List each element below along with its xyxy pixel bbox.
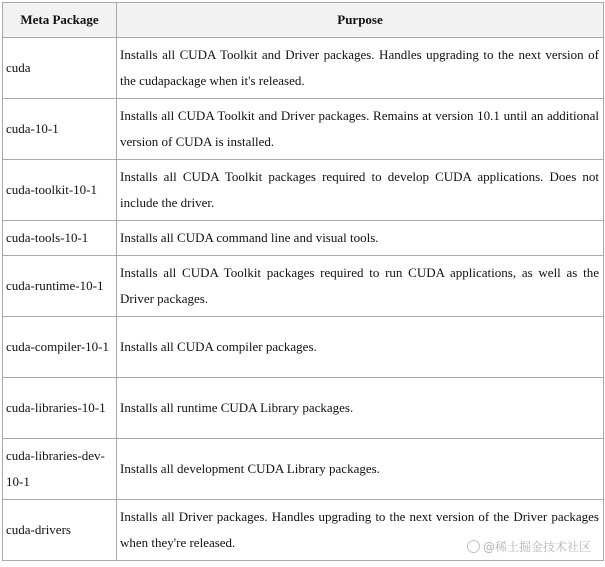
package-cell: cuda-10-1 (3, 99, 117, 160)
package-cell: cuda-libraries-dev-10-1 (3, 439, 117, 500)
table-row (3, 99, 604, 160)
watermark (467, 538, 591, 555)
table-row (3, 256, 604, 317)
table-row (3, 38, 604, 99)
purpose-cell: Installs all CUDA compiler packages. (117, 317, 604, 378)
package-cell: cuda-compiler-10-1 (3, 317, 117, 378)
package-cell: cuda (3, 38, 117, 99)
table-row (3, 317, 604, 378)
watermark-text: @稀土掘金技术社区 (482, 540, 591, 554)
purpose-cell: Installs all CUDA Toolkit and Driver packages. Remains at version 10.1 until an additional version of CUDA is installed. (117, 99, 604, 160)
purpose-cell: Installs all CUDA Toolkit packages required to develop CUDA applications. Does not include the driver. (117, 160, 604, 221)
table-header-row (3, 3, 604, 38)
package-cell: cuda-toolkit-10-1 (3, 160, 117, 221)
header-purpose: Purpose (117, 3, 604, 38)
package-cell: cuda-libraries-10-1 (3, 378, 117, 439)
table-row (3, 439, 604, 500)
meta-package-table (2, 2, 604, 561)
package-cell: cuda-tools-10-1 (3, 221, 117, 256)
purpose-cell: Installs all Driver packages. Handles upgrading to the next version of the Driver packages when they're released. (117, 500, 604, 561)
package-cell: cuda-drivers (3, 500, 117, 561)
purpose-cell: Installs all development CUDA Library packages. (117, 439, 604, 500)
purpose-cell: Installs all CUDA Toolkit and Driver packages. Handles upgrading to the next version of the cudapackage when it's released. (117, 38, 604, 99)
at-icon (467, 540, 480, 553)
header-meta-package: Meta Package (3, 3, 117, 38)
table-row (3, 160, 604, 221)
table-row (3, 221, 604, 256)
purpose-cell: Installs all CUDA command line and visual tools. (117, 221, 604, 256)
purpose-cell: Installs all runtime CUDA Library packages. (117, 378, 604, 439)
package-cell: cuda-runtime-10-1 (3, 256, 117, 317)
table-row (3, 378, 604, 439)
purpose-cell: Installs all CUDA Toolkit packages required to run CUDA applications, as well as the Driver packages. (117, 256, 604, 317)
